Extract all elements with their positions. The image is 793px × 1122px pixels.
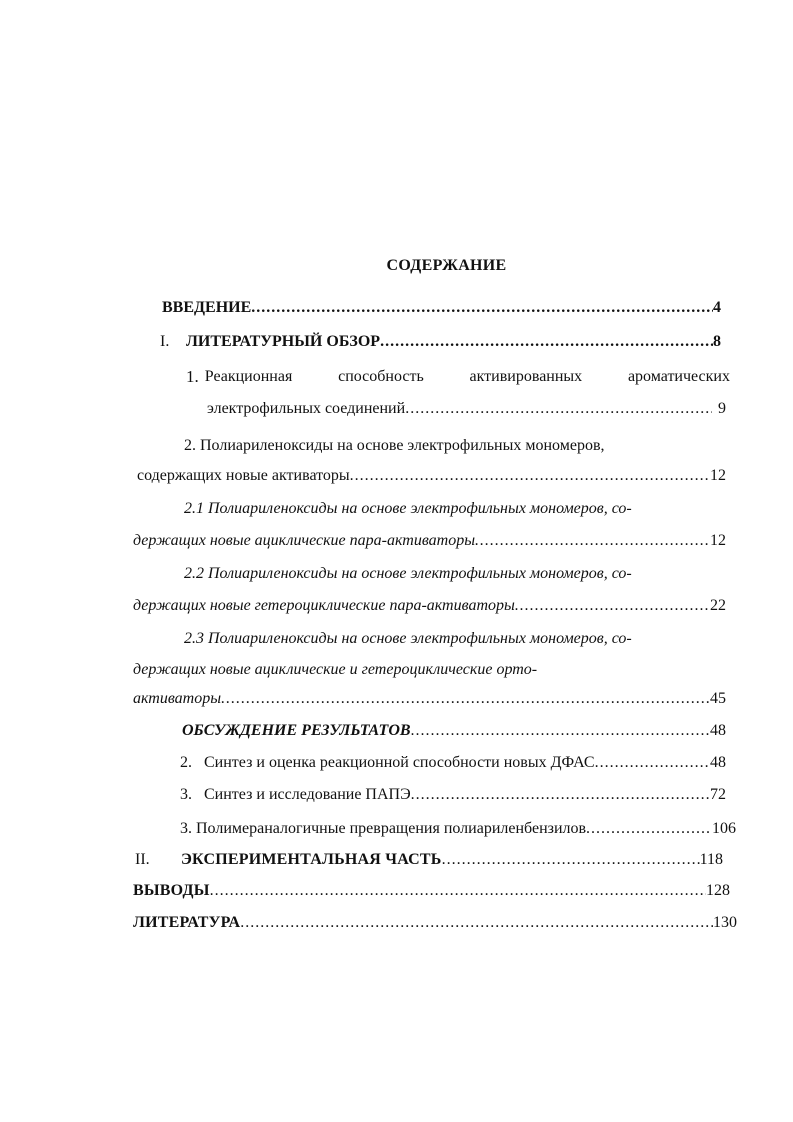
leader-dots: [210, 881, 706, 901]
toc-entry-2-2-line1: 2.2 Полиариленоксиды на основе электрофильных мономеров, со-: [184, 565, 632, 582]
toc-entry-discussion-3: [180, 785, 726, 805]
page-number: 106: [712, 820, 736, 837]
toc-entry-experimental: [135, 850, 723, 870]
entry-title: активаторы: [133, 690, 222, 707]
entry-title: ОБСУЖДЕНИЕ РЕЗУЛЬТАТОВ: [182, 722, 411, 739]
page-number: 48: [710, 754, 726, 771]
entry-number: 2.: [180, 754, 192, 771]
entry-title: ЛИТЕРАТУРНЫЙ ОБЗОР: [186, 333, 381, 350]
toc-entry-discussion-3b: [180, 819, 736, 839]
entry-title: держащих новые гетероциклические пара-активаторы: [133, 597, 515, 614]
leader-dots: [221, 689, 710, 709]
entry-title: ЭКСПЕРИМЕНТАЛЬНАЯ ЧАСТЬ: [181, 851, 442, 868]
page-number: 118: [699, 851, 723, 868]
toc-entry-2-line1: 2. Полиариленоксиды на основе электрофильных мономеров,: [184, 437, 605, 454]
leader-dots: [475, 531, 710, 551]
entry-number: 1. Реакционная: [186, 367, 293, 386]
page-number: 4: [713, 299, 721, 316]
toc-entry-2-3-line2: держащих новые ациклические и гетероциклические орто-: [133, 661, 538, 678]
page-number: 130: [713, 914, 737, 931]
leader-dots: [240, 913, 713, 933]
leader-dots: [442, 850, 700, 870]
toc-title: СОДЕРЖАНИЕ: [386, 257, 507, 274]
toc-entry-1-line2: [207, 399, 726, 419]
toc-entry-literature-review: [160, 332, 721, 352]
toc-entry-references: [133, 913, 737, 933]
leader-dots: [411, 721, 710, 741]
toc-entry-2-2-line2: [133, 596, 726, 616]
entry-title: содержащих новые активаторы: [137, 467, 350, 484]
entry-title: держащих новые ациклические пара-активаторы: [133, 532, 476, 549]
page-number: 9: [718, 400, 726, 417]
leader-dots: [586, 819, 712, 839]
toc-entry-conclusions: [133, 881, 730, 901]
page-number: 128: [706, 882, 730, 899]
toc-entry-2-1-line2: [133, 531, 726, 551]
toc-entry-2-3-line3: [133, 689, 726, 709]
leader-dots: [405, 399, 712, 419]
toc-entry-2-line2: [137, 466, 726, 486]
page-number: 8: [713, 333, 721, 350]
entry-title: Синтез и исследование ПАПЭ: [204, 786, 411, 803]
entry-title: 3. Полимераналогичные превращения полиариленбензилов: [180, 820, 587, 837]
toc-entry-2-3-line1: 2.3 Полиариленоксиды на основе электрофильных мономеров, со-: [184, 630, 632, 647]
leader-dots: [595, 753, 710, 773]
leader-dots: [411, 785, 710, 805]
entry-number: I.: [160, 333, 170, 350]
toc-entry-introduction: [162, 298, 721, 318]
toc-entry-discussion: [182, 721, 726, 741]
entry-number: II.: [135, 851, 150, 868]
leader-dots: [515, 596, 710, 616]
page-number: 72: [710, 786, 726, 803]
leader-dots: [251, 298, 713, 318]
leader-dots: [380, 332, 713, 352]
page-number: 12: [710, 467, 726, 484]
page-number: 48: [710, 722, 726, 739]
toc-entry-2-1-line1: 2.1 Полиариленоксиды на основе электрофильных мономеров, со-: [184, 500, 632, 517]
entry-title: электрофильных соединений: [207, 400, 406, 417]
page-number: 45: [710, 690, 726, 707]
page-number: 12: [710, 532, 726, 549]
entry-title: Синтез и оценка реакционной способности новых ДФАС: [204, 754, 595, 771]
entry-title: ВВЕДЕНИЕ: [162, 299, 252, 316]
entry-number: 3.: [180, 786, 192, 803]
entry-title: ЛИТЕРАТУРА: [133, 914, 241, 931]
entry-title: ВЫВОДЫ: [133, 882, 210, 899]
toc-entry-1-line1: 1. Реакционная способность активированных ароматических: [186, 367, 730, 386]
leader-dots: [350, 466, 710, 486]
toc-entry-discussion-2: [180, 753, 726, 773]
page-number: 22: [710, 597, 726, 614]
